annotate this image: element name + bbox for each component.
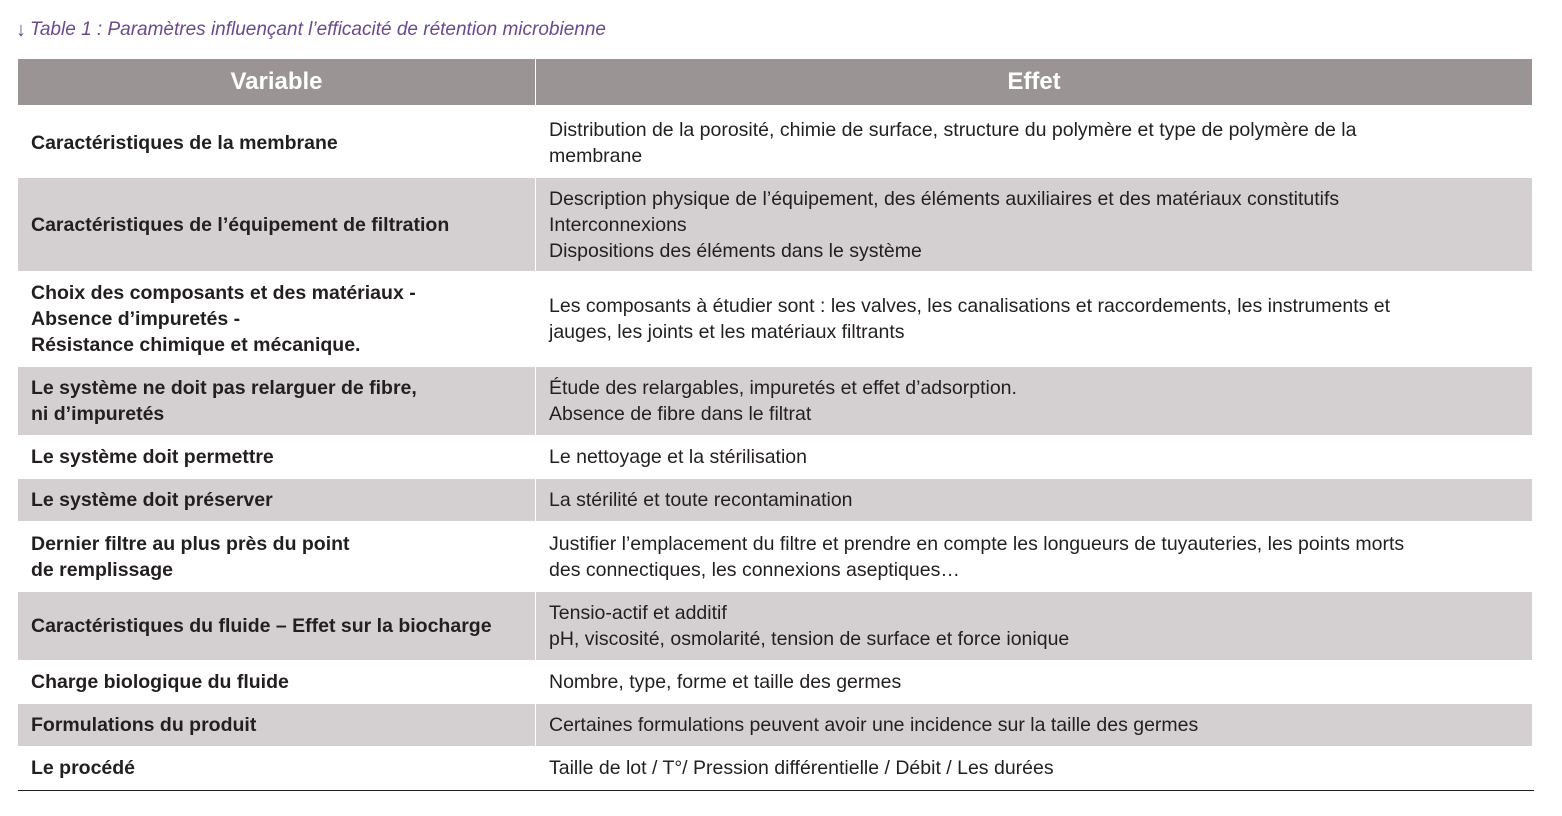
variable-cell	[18, 592, 536, 660]
table-row	[18, 521, 1532, 592]
parameters-table	[18, 59, 1532, 790]
table-row	[18, 271, 1532, 367]
effet-cell	[536, 660, 1532, 704]
table-row	[18, 746, 1532, 790]
variable-text: Caractéristiques de l’équipement de filtration	[31, 213, 450, 236]
header-effet: Effet	[1007, 68, 1061, 95]
variable-cell	[18, 107, 536, 178]
variable-cell	[18, 271, 536, 367]
variable-text: Le procédé	[31, 757, 136, 779]
effet-text: Nombre, type, forme et taille des germes	[549, 671, 902, 693]
table-body	[18, 107, 1532, 790]
variable-text: Choix des composants et des matériaux - Absence d’impuretés - Résistance chimique et mécanique.	[31, 282, 416, 356]
effet-cell	[536, 107, 1532, 178]
effet-cell	[536, 479, 1532, 521]
variable-text: Formulations du produit	[31, 714, 257, 736]
variable-text: Caractéristiques du fluide – Effet sur la biocharge	[31, 615, 492, 637]
table-row	[18, 367, 1532, 435]
effet-cell	[536, 746, 1532, 790]
variable-text: Charge biologique du fluide	[31, 671, 289, 693]
table-row	[18, 592, 1532, 660]
variable-text: Dernier filtre au plus près du point de remplissage	[31, 532, 350, 581]
effet-cell	[536, 271, 1532, 367]
variable-cell	[18, 178, 536, 271]
effet-cell	[536, 367, 1532, 435]
effet-text: Les composants à étudier sont : les valves, les canalisations et raccordements, les instruments et jauges, les joints et les matériaux filtrants	[549, 295, 1391, 343]
arrow-down-icon: ↓	[16, 19, 26, 41]
variable-cell	[18, 367, 536, 435]
table-row	[18, 178, 1532, 271]
variable-cell	[18, 435, 536, 479]
variable-cell	[18, 660, 536, 704]
variable-text: Caractéristiques de la membrane	[31, 131, 338, 154]
effet-text: Justifier l’emplacement du filtre et prendre en compte les longueurs de tuyauteries, les points morts des connectiques, les connexions aseptiques…	[549, 532, 1405, 581]
variable-cell	[18, 521, 536, 592]
table-caption	[16, 16, 606, 44]
variable-cell	[18, 479, 536, 521]
effet-text: Certaines formulations peuvent avoir une incidence sur la taille des germes	[549, 714, 1199, 736]
effet-text: Le nettoyage et la stérilisation	[549, 446, 807, 468]
effet-text: Tensio-actif et additif pH, viscosité, osmolarité, tension de surface et force ionique	[549, 602, 1070, 650]
effet-cell	[536, 592, 1532, 660]
header-variable: Variable	[18, 59, 536, 105]
effet-text: Description physique de l’équipement, des éléments auxiliaires et des matériaux constitutifs Interconnexions Dispositions des éléments dans le système	[549, 187, 1340, 262]
variable-text: Le système doit permettre	[31, 446, 274, 468]
effet-cell	[536, 435, 1532, 479]
effet-text: La stérilité et toute recontamination	[549, 489, 853, 511]
effet-cell	[536, 704, 1532, 746]
table-bottom-rule	[18, 790, 1534, 791]
effet-text: Étude des relargables, impuretés et effet d’adsorption. Absence de fibre dans le filtrat	[549, 377, 1017, 425]
table-row	[18, 107, 1532, 178]
variable-cell	[18, 704, 536, 746]
table-row	[18, 479, 1532, 521]
table-header	[18, 59, 1532, 105]
effet-text: Taille de lot / T°/ Pression différentielle / Débit / Les durées	[549, 757, 1054, 779]
variable-cell	[18, 746, 536, 790]
variable-text: Le système ne doit pas relarguer de fibre, ni d’impuretés	[31, 377, 417, 425]
variable-text: Le système doit préserver	[31, 489, 273, 511]
table-row	[18, 435, 1532, 479]
effet-cell	[536, 178, 1532, 271]
table-row	[18, 660, 1532, 704]
caption-text: Table 1 : Paramètres influençant l’efficacité de rétention microbienne	[30, 19, 606, 40]
table-row	[18, 704, 1532, 746]
effet-text: Distribution de la porosité, chimie de surface, structure du polymère et type de polymère de la membrane	[549, 118, 1357, 167]
effet-cell	[536, 521, 1532, 592]
